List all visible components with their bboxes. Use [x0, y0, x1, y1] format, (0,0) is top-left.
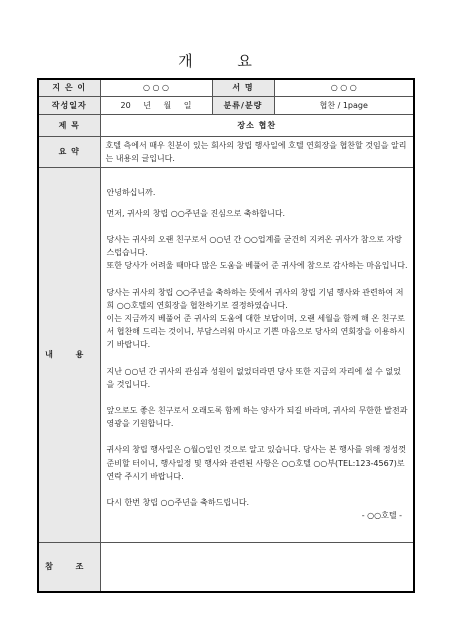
subject-value: 장소 협찬	[100, 114, 414, 136]
table-row	[38, 136, 414, 167]
table-row	[38, 114, 414, 136]
author-label: 지 은 이	[38, 79, 100, 96]
content-paragraph: 다시 한번 창립 ○○주년을 축하드립니다.	[106, 498, 250, 508]
content-paragraph: 앞으로도 좋은 친구로서 오래도록 함께 하는 양사가 되길 바라며, 귀사의 무한한 발전과 영광을 기원합니다.	[106, 406, 408, 429]
subject-label: 제 목	[38, 114, 100, 136]
content-label	[38, 167, 100, 542]
content-paragraph: 먼저, 귀사의 창립 ○○주년을 진심으로 축하합니다.	[106, 208, 286, 218]
content-paragraph: 당사는 귀사의 오랜 친구로서 ○○년 간 ○○업계를 굳건히 지켜온 귀사가 참으로 자랑스럽습니다.	[106, 234, 402, 258]
document-name-label: 서 명	[212, 79, 274, 96]
content-label-text: 내 용	[45, 350, 94, 359]
date-label: 작성일자	[38, 96, 100, 114]
category-label: 분류/분량	[212, 96, 274, 114]
content-paragraph: 지난 ○○년 간 귀사의 관심과 성원이 없었더라면 당사 또한 지금의 자리에 설 수 없었을 것입니다.	[106, 366, 401, 389]
table-row	[38, 167, 414, 542]
content-paragraph: 또한 당사가 어려울 때마다 많은 도움을 베풀어 준 귀사에 참으로 감사하는 마음입니다.	[106, 261, 408, 271]
table-row	[38, 79, 414, 96]
summary-label: 요 약	[38, 136, 100, 167]
notes-label	[38, 542, 100, 592]
content-paragraph: 당사는 귀사의 창립 ○○주년을 축하하는 뜻에서 귀사의 창립 기념 행사와 관련하여 저희 ○○호텔의 연회장을 협찬하기로 결정하였습니다.	[106, 287, 404, 310]
summary-form-table	[37, 78, 415, 593]
content-paragraph: 이는 지금까지 베풀어 준 귀사의 도움에 대한 보답이며, 오랜 세월을 함께 해 온 친구로서 협찬해 드리는 것이니, 부담스러워 마시고 기쁜 마음으로 당사의 연회장을 이용하시기 바랍니다.	[106, 313, 405, 350]
notes-label-text: 참 조	[45, 562, 94, 572]
notes-value	[100, 542, 414, 592]
document-name-value: ○ ○ ○	[274, 79, 414, 96]
content-paragraph: 귀사의 창립 행사일은 ○월○일인 것으로 알고 있습니다. 당사는 본 행사를 위해 정성껏 준비할 터이니, 행사일정 및 행사와 관련된 사항은 ○○호텔 ○○부(TEL:123-4567)로 연락 주시기 바랍니다.	[106, 445, 406, 481]
category-value: 협찬 / 1page	[274, 96, 414, 114]
sender-signature: - ○○호텔 -	[361, 511, 402, 521]
document-title: 개 요	[178, 52, 272, 70]
table-row	[38, 96, 414, 114]
table-row	[38, 542, 414, 592]
content-paragraph: 안녕하십니까.	[106, 187, 156, 197]
summary-value: 호텔 측에서 때우 친분이 있는 회사의 창립 행사일에 호텔 연회장을 협찬할 것임을 알리는 내용의 글입니다.	[100, 136, 414, 167]
author-value: ○ ○ ○	[100, 79, 212, 96]
content-body	[100, 167, 414, 542]
date-value: 20 년 월 일	[100, 96, 212, 114]
